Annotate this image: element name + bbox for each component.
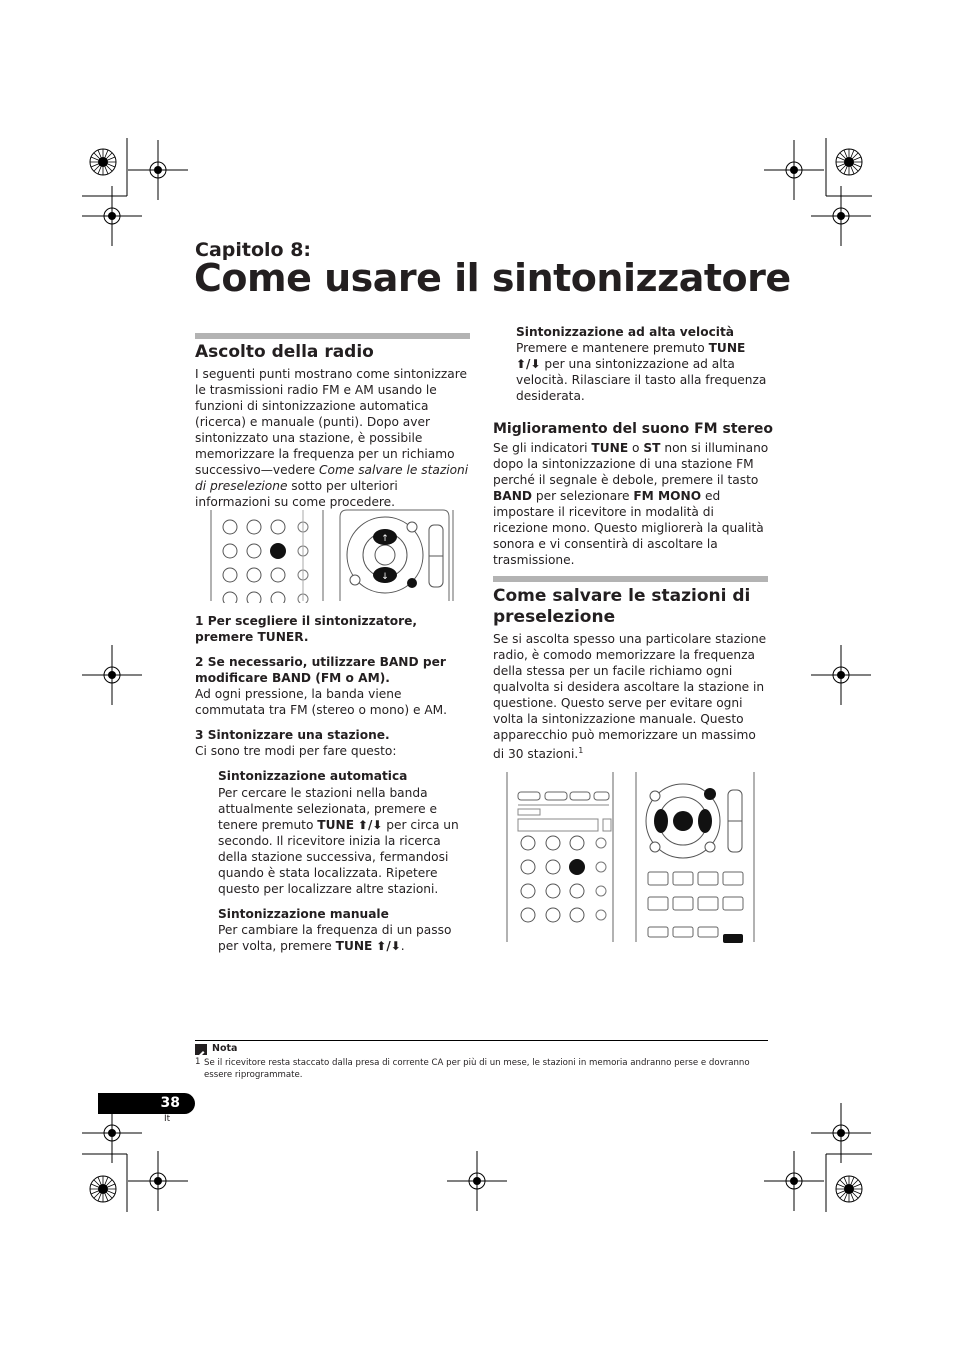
step-2: 2 Se necessario, utilizzare BAND per modificare BAND (FM o AM). xyxy=(195,655,446,685)
svg-text:↑: ↑ xyxy=(381,534,389,544)
step-2-body: Ad ogni pressione, la banda viene commutata tra FM (stereo o mono) e AM. xyxy=(195,687,448,717)
fast-tuning-title: Sintonizzazione ad alta velocità xyxy=(516,325,735,339)
chapter-label: Capitolo 8: xyxy=(195,239,312,261)
section-title-ascolto: Ascolto della radio xyxy=(195,342,374,362)
auto-tuning-body: Per cercare le stazioni nella banda attualmente selezionata, premere e tenere premuto TUNE ⬆/⬇ per circa un secondo. Il ricevitore inizia la ricerca della stazione successiva, fermandosi quando è stata localizzata. Ripetere questo per localizzare altre stazioni. xyxy=(218,786,459,896)
up-down-arrows-icon: ⬆/⬇ xyxy=(516,357,541,371)
page-number: 38 xyxy=(160,1095,180,1111)
intro-paragraph: I seguenti punti mostrano come sintonizzare le trasmissioni radio FM e AM usando le funzioni di sintonizzazione automatica (ricerca) e manuale (punti). Dopo aver sintonizzato una stazione, è possibile memorizzare la frequenza per un richiamo successivo—vedere Come salvare le stazioni di preselezione sotto per ulteriori informazioni su come procedere. xyxy=(195,367,469,509)
preset-body: Se si ascolta spesso una particolare stazione radio, è comodo memorizzare la frequenza della stessa per un facile richiamo ogni qualvolta si desidera ascoltare la stazione in questione. Questo serve per evitare ogni volta la sintonizzazione manuale. Questo apparecchio può memorizzare un massimo di 30 stazioni.$^1$ xyxy=(493,632,767,762)
up-down-arrows-icon: ⬆/⬇ xyxy=(357,818,383,832)
note-pencil-icon xyxy=(195,1044,207,1055)
page-number-tab xyxy=(98,1093,195,1114)
footnote-ref: 1 xyxy=(578,746,584,755)
note-text: Se il ricevitore resta staccato dalla presa di corrente CA per più di un mese, le stazioni in memoria andranno perse e dovranno essere riprogrammate. xyxy=(204,1058,750,1080)
footnote-rule xyxy=(195,1040,768,1041)
section-title-preselezione: Come salvare le stazioni di preselezione xyxy=(493,586,751,627)
section-rule xyxy=(493,576,768,582)
remote-illustration-2 xyxy=(503,772,758,946)
fm-stereo-body: Se gli indicatori TUNE o ST non si illuminano dopo la sintonizzazione di una stazione FM perché il segnale è debole, premere il tasto BAND per selezionare FM MONO ed impostare il ricevitore in modalità di ricezione mono. Questo migliorerà la qualità sonora e vi consentirà di ascoltare la trasmissione. xyxy=(493,441,769,567)
section-rule xyxy=(195,333,470,339)
step-3-body: Ci sono tre modi per fare questo: xyxy=(195,744,397,758)
page-title: Come usare il sintonizzatore xyxy=(194,256,791,300)
step-3: 3 Sintonizzare una stazione. xyxy=(195,728,390,742)
page-language: It xyxy=(164,1114,171,1124)
svg-text:↓: ↓ xyxy=(381,572,389,582)
note-label: Nota xyxy=(212,1043,238,1054)
fm-stereo-title: Miglioramento del suono FM stereo xyxy=(493,421,774,437)
intro-link-italic: Come salvare le stazioni di preselezione xyxy=(195,463,469,493)
up-down-arrows-icon: ⬆/⬇ xyxy=(376,939,401,953)
note-number: 1 xyxy=(195,1057,201,1067)
manual-tuning-title: Sintonizzazione manuale xyxy=(218,907,389,921)
auto-tuning-title: Sintonizzazione automatica xyxy=(218,769,408,783)
manual-tuning-body: Per cambiare la frequenza di un passo per volta, premere TUNE ⬆/⬇. xyxy=(218,923,452,953)
remote-illustration-1 xyxy=(205,505,455,603)
step-1: 1 Per scegliere il sintonizzatore, premere TUNER. xyxy=(195,614,418,644)
fast-tuning-body: Premere e mantenere premuto TUNE ⬆/⬇ per una sintonizzazione ad alta velocità. Rilasciare il tasto alla frequenza desiderata. xyxy=(516,341,767,403)
